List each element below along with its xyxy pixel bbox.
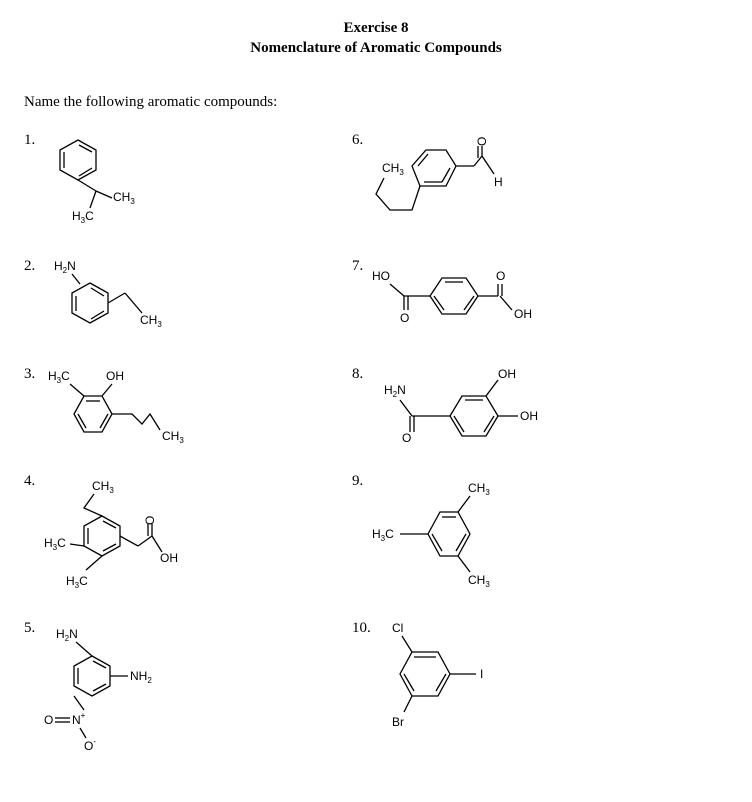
h2n-label: $H_2N$ <box>54 259 76 275</box>
problem-number-9: 9. <box>352 473 364 489</box>
carbonyl-o-label-2: O <box>496 269 506 283</box>
carbonyl-o-label-1: O <box>400 311 410 325</box>
exercise-title: Exercise 8 <box>343 20 409 36</box>
problem-number-6: 6. <box>352 132 364 148</box>
h3c-label-1: $H_3C$ <box>44 536 66 552</box>
oh-label-1: OH <box>498 367 516 381</box>
problem-number-5: 5. <box>24 620 36 636</box>
h2n-label: $H_2N$ <box>56 627 78 643</box>
oh-label: OH <box>514 307 532 321</box>
br-label: Br <box>392 715 404 729</box>
benzene-ring-10 <box>400 652 450 696</box>
cl-label: Cl <box>392 621 404 635</box>
h3c-label-2: $H_3C$ <box>66 574 88 590</box>
h3c-label: $H_3C$ <box>72 209 94 225</box>
nitro-o-minus-label: O- <box>84 737 97 753</box>
problem-number-10: 10. <box>352 620 371 636</box>
ch3-top-label: $CH_3$ <box>468 481 490 497</box>
nitro-n-label: N+ <box>72 711 86 727</box>
i-label: I <box>480 667 484 681</box>
problem-number-8: 8. <box>352 366 364 382</box>
carbonyl-o-label: O <box>402 431 412 445</box>
problem-number-2: 2. <box>24 258 36 274</box>
ch3-label: $CH_3$ <box>140 313 162 329</box>
oh-label: OH <box>160 551 178 565</box>
instruction-text: Name the following aromatic compounds: <box>24 94 278 110</box>
problem-number-7: 7. <box>352 258 364 274</box>
h2n-label: $H_2N$ <box>384 383 406 399</box>
aldehyde-h-label: H <box>494 175 503 189</box>
h3c-label: $H_3C$ <box>48 369 70 385</box>
problem-number-1: 1. <box>24 132 36 148</box>
nitro-o-label: O <box>44 713 54 727</box>
aldehyde-o-label: O <box>475 136 489 146</box>
problem-number-3: 3. <box>24 366 36 382</box>
ch3-bottom-label: $CH_3$ <box>468 573 490 589</box>
ch3-label: $CH_3$ <box>92 479 114 495</box>
h3c-label: $H_3C$ <box>372 527 394 543</box>
oh-label: OH <box>106 369 124 383</box>
nh2-label: $NH_2$ <box>130 669 152 685</box>
ch3-label: $CH_3$ <box>113 190 135 206</box>
ch3-label: $CH_3$ <box>162 429 184 445</box>
oh-label-2: OH <box>520 409 538 423</box>
ch3-label: $CH_3$ <box>382 161 404 177</box>
exercise-subtitle: Nomenclature of Aromatic Compounds <box>250 40 502 56</box>
carbonyl-o-label: O <box>143 515 157 525</box>
problem-number-4: 4. <box>24 473 36 489</box>
ho-label: HO <box>372 269 390 283</box>
